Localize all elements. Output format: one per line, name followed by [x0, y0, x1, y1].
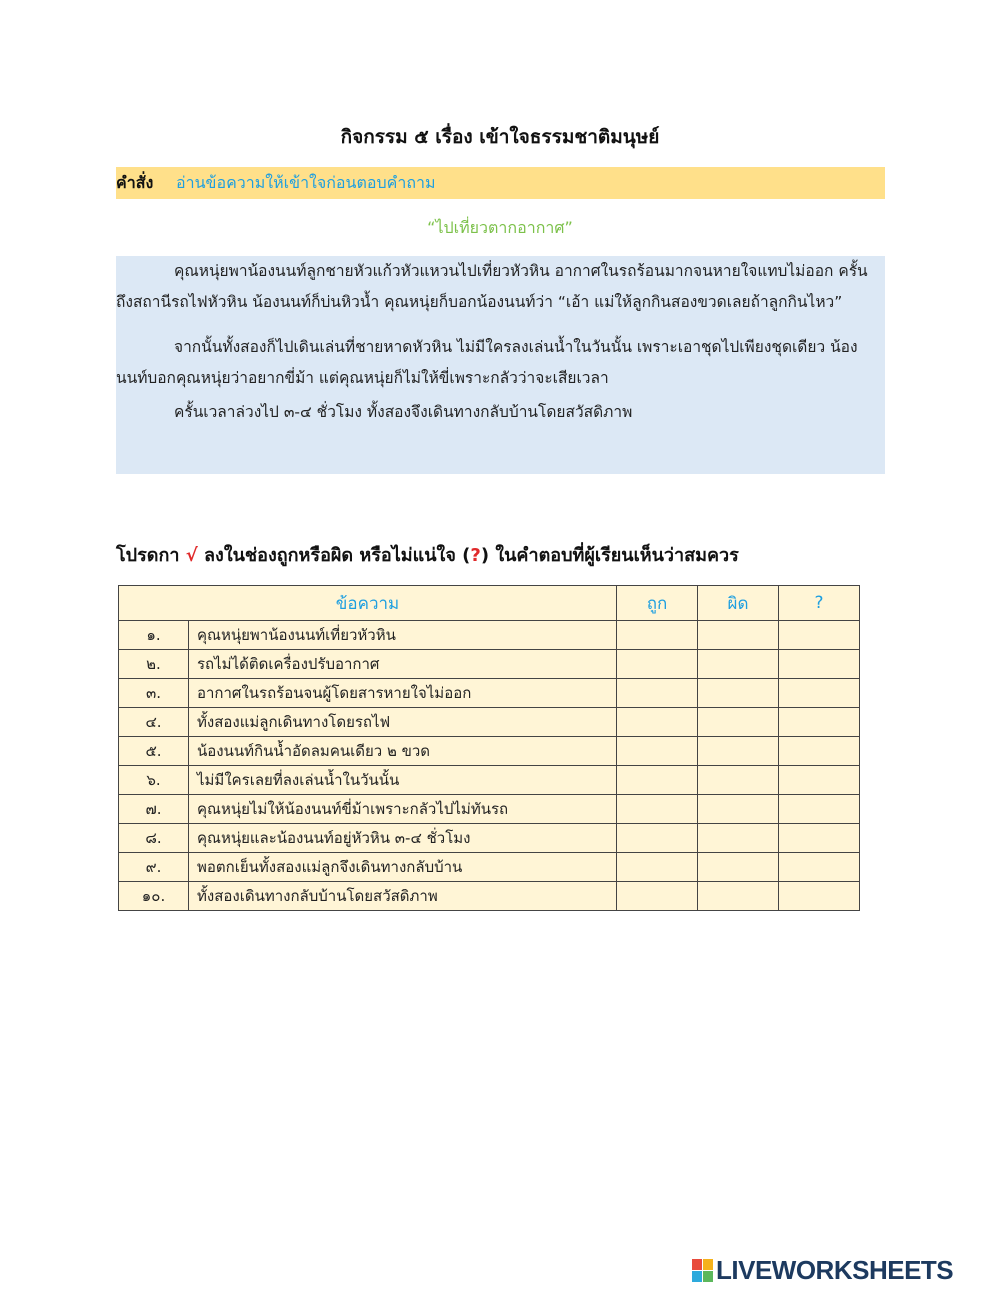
- answer-box-false[interactable]: [698, 708, 779, 737]
- answer-box-unsure[interactable]: [779, 766, 860, 795]
- liveworksheets-logo-icon: [692, 1259, 713, 1282]
- row-statement: ไม่มีใครเลยที่ลงเล่นน้ำในวันนั้น: [189, 766, 617, 795]
- table-row: [119, 737, 860, 766]
- answer-box-unsure[interactable]: [779, 824, 860, 853]
- answer-box-unsure[interactable]: [779, 621, 860, 650]
- instruction-label: คำสั่ง: [116, 172, 154, 192]
- question-instruction: [116, 540, 936, 569]
- answer-box-unsure[interactable]: [779, 882, 860, 911]
- page-title: กิจกรรม ๕ เรื่อง เข้าใจธรรมชาติมนุษย์: [340, 126, 660, 148]
- table-row: [119, 766, 860, 795]
- table-row: [119, 650, 860, 679]
- table-row: [119, 795, 860, 824]
- instruction-bar: [116, 167, 885, 199]
- logo-block: [692, 1259, 702, 1270]
- answer-box-false[interactable]: [698, 650, 779, 679]
- answer-box-true[interactable]: [617, 766, 698, 795]
- check-mark-icon: √: [185, 545, 198, 566]
- answer-box-false[interactable]: [698, 679, 779, 708]
- question-text-before: โปรดกา: [116, 545, 186, 566]
- answer-box-unsure[interactable]: [779, 795, 860, 824]
- answer-box-false[interactable]: [698, 882, 779, 911]
- answer-table: [118, 585, 860, 911]
- row-number: ๔.: [119, 708, 189, 737]
- row-statement: อากาศในรถร้อนจนผู้โดยสารหายใจไม่ออก: [189, 679, 617, 708]
- answer-box-unsure[interactable]: [779, 708, 860, 737]
- answer-box-true[interactable]: [617, 737, 698, 766]
- answer-box-true[interactable]: [617, 824, 698, 853]
- watermark-text: LIVEWORKSHEETS: [716, 1254, 954, 1285]
- answer-box-unsure[interactable]: [779, 853, 860, 882]
- table-row: [119, 824, 860, 853]
- row-number: ๘.: [119, 824, 189, 853]
- row-statement: น้องนนท์กินน้ำอัดลมคนเดียว ๒ ขวด: [189, 737, 617, 766]
- liveworksheets-watermark: [692, 1255, 992, 1285]
- row-statement: รถไม่ได้ติดเครื่องปรับอากาศ: [189, 650, 617, 679]
- instruction-text: อ่านข้อความให้เข้าใจก่อนตอบคำถาม: [176, 172, 436, 192]
- row-number: ๙.: [119, 853, 189, 882]
- header-false: ผิด: [698, 586, 779, 621]
- answer-box-true[interactable]: [617, 882, 698, 911]
- question-text-middle: ลงในช่องถูกหรือผิด หรือไม่แน่ใจ (: [197, 545, 471, 566]
- answer-box-true[interactable]: [617, 708, 698, 737]
- header-unsure: ?: [779, 586, 860, 621]
- passage-paragraph-3: ครั้นเวลาล่วงไป ๓-๔ ชั่วโมง ทั้งสองจึงเดินทางกลับบ้านโดยสวัสดิภาพ: [174, 403, 633, 421]
- answer-box-true[interactable]: [617, 650, 698, 679]
- story-title: “ไปเที่ยวตากอากาศ”: [427, 218, 573, 237]
- logo-block: [692, 1271, 702, 1282]
- answer-box-false[interactable]: [698, 621, 779, 650]
- row-number: ๓.: [119, 679, 189, 708]
- answer-box-false[interactable]: [698, 737, 779, 766]
- answer-box-false[interactable]: [698, 766, 779, 795]
- answer-box-true[interactable]: [617, 621, 698, 650]
- table-row: [119, 621, 860, 650]
- reading-passage: [116, 256, 885, 474]
- row-statement: คุณหนุ่ยพาน้องนนท์เที่ยวหัวหิน: [189, 621, 617, 650]
- answer-box-false[interactable]: [698, 824, 779, 853]
- answer-box-false[interactable]: [698, 795, 779, 824]
- row-number: ๖.: [119, 766, 189, 795]
- answer-box-true[interactable]: [617, 853, 698, 882]
- answer-box-true[interactable]: [617, 795, 698, 824]
- answer-box-false[interactable]: [698, 853, 779, 882]
- passage-paragraph-1: คุณหนุ่ยพาน้องนนท์ลูกชายหัวแก้วหัวแหวนไปเที่ยวหัวหิน อากาศในรถร้อนมากจนหายใจแทบไม่ออก ครั้นถึงสถานีรถไฟหัวหิน น้องนนท์ก็บ่นหิวน้ำ คุณหนุ่ยก็บอกน้องนนท์ว่า “เอ้า แม่ให้ลูกกินสองขวดเลยถ้าลูกกินไหว”: [116, 262, 868, 311]
- table-row: [119, 882, 860, 911]
- header-true: ถูก: [617, 586, 698, 621]
- answer-box-true[interactable]: [617, 679, 698, 708]
- answer-box-unsure[interactable]: [779, 737, 860, 766]
- table-row: [119, 679, 860, 708]
- logo-block: [703, 1259, 713, 1270]
- answer-box-unsure[interactable]: [779, 679, 860, 708]
- row-number: ๕.: [119, 737, 189, 766]
- header-statement: ข้อความ: [119, 586, 617, 621]
- row-number: ๑.: [119, 621, 189, 650]
- answer-box-unsure[interactable]: [779, 650, 860, 679]
- row-statement: คุณหนุ่ยไม่ให้น้องนนท์ขี่ม้าเพราะกลัวไปไม่ทันรถ: [189, 795, 617, 824]
- row-statement: พอตกเย็นทั้งสองแม่ลูกจึงเดินทางกลับบ้าน: [189, 853, 617, 882]
- row-statement: ทั้งสองแม่ลูกเดินทางโดยรถไฟ: [189, 708, 617, 737]
- logo-block: [703, 1271, 713, 1282]
- row-number: ๗.: [119, 795, 189, 824]
- row-number: ๑๐.: [119, 882, 189, 911]
- row-statement: คุณหนุ่ยและน้องนนท์อยู่หัวหิน ๓-๔ ชั่วโมง: [189, 824, 617, 853]
- question-mark-icon: ?: [470, 545, 481, 566]
- passage-paragraph-2: จากนั้นทั้งสองก็ไปเดินเล่นที่ชายหาดหัวหิน ไม่มีใครลงเล่นน้ำในวันนั้น เพราะเอาชุดไปเพียงชุดเดียว น้องนนท์บอกคุณหนุ่ยว่าอยากขี่ม้า แต่คุณหนุ่ยก็ไม่ให้ขี่เพราะกลัวว่าจะเสียเวลา: [116, 338, 858, 387]
- table-row: [119, 853, 860, 882]
- table-header-row: [119, 586, 860, 621]
- table-row: [119, 708, 860, 737]
- question-text-after: ) ในคำตอบที่ผู้เรียนเห็นว่าสมควร: [480, 545, 739, 566]
- row-number: ๒.: [119, 650, 189, 679]
- row-statement: ทั้งสองเดินทางกลับบ้านโดยสวัสดิภาพ: [189, 882, 617, 911]
